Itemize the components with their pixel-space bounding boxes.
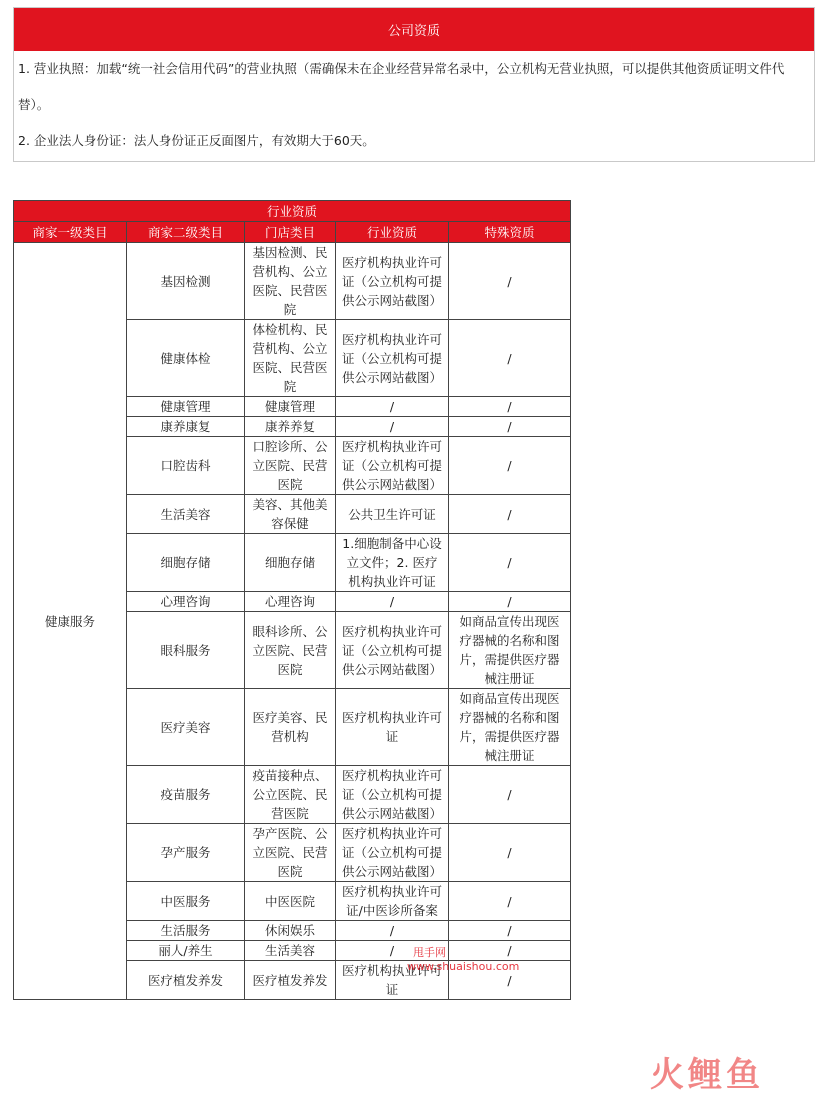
company-qualification-panel bbox=[13, 7, 815, 162]
industry-cell: 医疗机构执业许可证（公立机构可提供公示网站截图） bbox=[336, 320, 449, 397]
special-cell: / bbox=[449, 243, 571, 320]
industry-cell: / bbox=[336, 592, 449, 612]
watermark-name: 甩手网 bbox=[413, 946, 446, 959]
industry-cell: / bbox=[336, 417, 449, 437]
level2-cell: 医疗美容 bbox=[127, 689, 245, 766]
industry-cell: 医疗机构执业许可证 bbox=[336, 689, 449, 766]
level2-cell: 中医服务 bbox=[127, 882, 245, 921]
industry-cell: 医疗机构执业许可证（公立机构可提供公示网站截图） bbox=[336, 612, 449, 689]
store-cell: 健康管理 bbox=[245, 397, 336, 417]
store-cell: 细胞存储 bbox=[245, 534, 336, 592]
store-cell: 医疗美容、民营机构 bbox=[245, 689, 336, 766]
level2-cell: 基因检测 bbox=[127, 243, 245, 320]
special-cell: / bbox=[449, 534, 571, 592]
special-cell: / bbox=[449, 417, 571, 437]
special-cell: 如商品宣传出现医疗器械的名称和图片，需提供医疗器械注册证 bbox=[449, 612, 571, 689]
level2-cell: 口腔齿科 bbox=[127, 437, 245, 495]
level1-cell: 健康服务 bbox=[14, 243, 127, 1000]
special-cell: / bbox=[449, 921, 571, 941]
level2-cell: 眼科服务 bbox=[127, 612, 245, 689]
store-cell: 康养养复 bbox=[245, 417, 336, 437]
level2-cell: 健康管理 bbox=[127, 397, 245, 417]
level2-cell: 生活服务 bbox=[127, 921, 245, 941]
store-cell: 美容、其他美容保健 bbox=[245, 495, 336, 534]
store-cell: 体检机构、民营机构、公立医院、民营医院 bbox=[245, 320, 336, 397]
industry-cell: / bbox=[336, 397, 449, 417]
store-cell: 医疗植发养发 bbox=[245, 961, 336, 1000]
watermark-url: www.shuaishou.com bbox=[407, 960, 520, 973]
store-cell: 心理咨询 bbox=[245, 592, 336, 612]
store-cell: 孕产医院、公立医院、民营医院 bbox=[245, 824, 336, 882]
store-cell: 生活美容 bbox=[245, 941, 336, 961]
company-item-id-card: 2. 企业法人身份证：法人身份证正反面图片，有效期大于60天。 bbox=[18, 133, 375, 148]
special-cell: / bbox=[449, 437, 571, 495]
special-cell: / bbox=[449, 592, 571, 612]
store-cell: 疫苗接种点、公立医院、民营医院 bbox=[245, 766, 336, 824]
industry-cell: 医疗机构执业许可证 bbox=[336, 961, 449, 1000]
company-qualification-body bbox=[14, 51, 814, 159]
special-cell: 如商品宣传出现医疗器械的名称和图片，需提供医疗器械注册证 bbox=[449, 689, 571, 766]
company-qualification-title: 公司资质 bbox=[14, 8, 814, 51]
col-header-level2: 商家二级类目 bbox=[127, 222, 245, 243]
store-cell: 中医医院 bbox=[245, 882, 336, 921]
industry-cell: 医疗机构执业许可证（公立机构可提供公示网站截图） bbox=[336, 243, 449, 320]
level2-cell: 健康体检 bbox=[127, 320, 245, 397]
level2-cell: 细胞存储 bbox=[127, 534, 245, 592]
company-item-license: 1. 营业执照：加载“统一社会信用代码”的营业执照（需确保未在企业经营异常名录中，公立机构无营业执照，可以提供其他资质证明文件代替）。 bbox=[18, 61, 785, 112]
store-cell: 休闲娱乐 bbox=[245, 921, 336, 941]
special-cell: / bbox=[449, 961, 571, 1000]
industry-cell: / bbox=[336, 941, 449, 961]
col-header-industry: 行业资质 bbox=[336, 222, 449, 243]
col-header-store: 门店类目 bbox=[245, 222, 336, 243]
industry-cell: 医疗机构执业许可证（公立机构可提供公示网站截图） bbox=[336, 824, 449, 882]
store-cell: 眼科诊所、公立医院、民营医院 bbox=[245, 612, 336, 689]
industry-cell: 医疗机构执业许可证（公立机构可提供公示网站截图） bbox=[336, 766, 449, 824]
special-cell: / bbox=[449, 495, 571, 534]
special-cell: / bbox=[449, 766, 571, 824]
special-cell: / bbox=[449, 320, 571, 397]
special-cell: / bbox=[449, 397, 571, 417]
industry-qualification-table bbox=[13, 200, 571, 1000]
special-cell: / bbox=[449, 941, 571, 961]
store-cell: 口腔诊所、公立医院、民营医院 bbox=[245, 437, 336, 495]
special-cell: / bbox=[449, 882, 571, 921]
industry-cell: / bbox=[336, 921, 449, 941]
level2-cell: 生活美容 bbox=[127, 495, 245, 534]
level2-cell: 疫苗服务 bbox=[127, 766, 245, 824]
level2-cell: 康养康复 bbox=[127, 417, 245, 437]
industry-cell: 公共卫生许可证 bbox=[336, 495, 449, 534]
industry-cell: 医疗机构执业许可证（公立机构可提供公示网站截图） bbox=[336, 437, 449, 495]
special-cell: / bbox=[449, 824, 571, 882]
industry-cell: 医疗机构执业许可证/中医诊所备案 bbox=[336, 882, 449, 921]
col-header-level1: 商家一级类目 bbox=[14, 222, 127, 243]
industry-table-title: 行业资质 bbox=[14, 201, 571, 222]
level2-cell: 孕产服务 bbox=[127, 824, 245, 882]
brand-logo-watermark: 火鲤鱼 bbox=[650, 1055, 764, 1095]
table-row bbox=[14, 243, 571, 320]
store-cell: 基因检测、民营机构、公立医院、民营医院 bbox=[245, 243, 336, 320]
level2-cell: 心理咨询 bbox=[127, 592, 245, 612]
site-watermark bbox=[407, 946, 519, 974]
level2-cell: 丽人/养生 bbox=[127, 941, 245, 961]
industry-cell: 1.细胞制备中心设立文件；2. 医疗机构执业许可证 bbox=[336, 534, 449, 592]
level2-cell: 医疗植发养发 bbox=[127, 961, 245, 1000]
col-header-special: 特殊资质 bbox=[449, 222, 571, 243]
